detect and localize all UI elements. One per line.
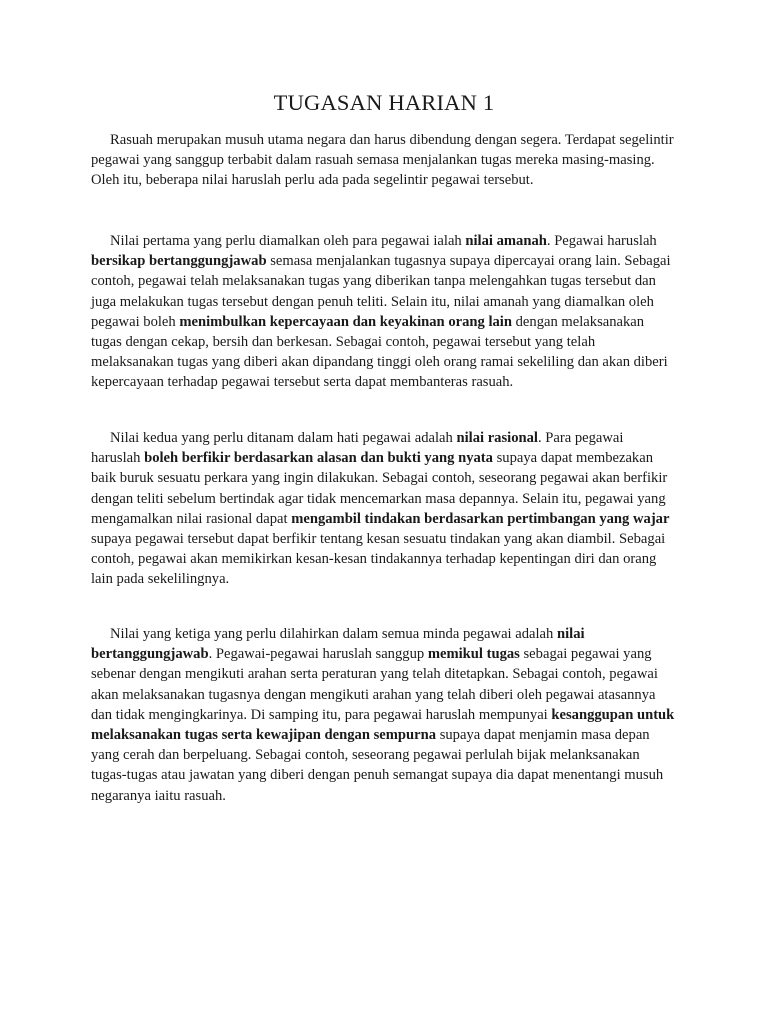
paragraph-nilai-rasional <box>91 428 675 590</box>
text-run: supaya dapat menjamin masa depan yang cerah dan berpeluang. Sebagai contoh, seseorang pegawai perlulah bijak melanksanakan tugas-tugas atau jawatan yang diberi dengan penuh semangat supaya dia dapat menentangi musuh negaranya iaitu rasuah. <box>91 727 664 804</box>
text-run: Nilai pertama yang perlu diamalkan oleh para pegawai ialah <box>110 233 466 249</box>
bold-phrase: boleh berfikir berdasarkan alasan dan bukti yang nyata <box>144 450 493 467</box>
paragraph-intro <box>91 130 675 191</box>
text-run: Rasuah merupakan musuh utama negara dan harus dibendung dengan segera. Terdapat segelintir pegawai yang sanggup terbabit dalam rasuah semasa menjalankan tugas mereka masing-masing. Oleh itu, beberapa nilai haruslah perlu ada pada segelintir pegawai tersebut. <box>91 132 674 189</box>
bold-phrase: nilai amanah <box>465 233 547 249</box>
document-title: TUGASAN HARIAN 1 <box>273 90 495 115</box>
text-run: . Pegawai-pegawai haruslah sanggup <box>208 646 428 663</box>
text-run: . Pegawai haruslah <box>546 233 657 249</box>
text-run: supaya dapat membezakan baik buruk sesuatu perkara yang ingin dilakukan. Sebagai contoh, seseorang pegawai akan berfikir dengan teliti sebelum bertindak agar tidak mencemarkan masa depannya. Selain itu, pegawai yang mengamalkan nilai rasional dapat <box>91 450 668 527</box>
bold-phrase: nilai bertanggungjawab <box>91 626 585 663</box>
text-run: dengan melaksanakan tugas dengan cekap, bersih dan berkesan. Sebagai contoh, pegawai tersebut yang telah melaksanakan tugas yang diberi akan dipandang tinggi oleh orang ramai sekeliling dan akan diberi kepercayaan terhadap pegawai tersebut serta dapat membanteras rasuah. <box>91 313 668 391</box>
text-run: . Para pegawai haruslah <box>91 430 624 467</box>
bold-phrase: kesanggupan untuk melaksanakan tugas serta kewajipan dengan sempurna <box>91 706 675 744</box>
bold-phrase: memikul tugas <box>427 646 520 663</box>
bold-phrase: menimbulkan kepercayaan dan keyakinan orang lain <box>179 313 512 330</box>
text-run: semasa menjalankan tugasnya supaya dipercayai orang lain. Sebagai contoh, pegawai telah melaksanakan tugas yang diberikan tanpa melengahkan tugas tersebut dan juga melakukan tugas tersebut dengan penuh teliti. Selain itu, nilai amanah yang diamalkan oleh pegawai boleh <box>91 253 671 330</box>
bold-phrase: bersikap bertanggungjawab <box>91 253 267 270</box>
text-run: sebagai pegawai yang sebenar dengan mengikuti arahan serta peraturan yang telah ditetapkan. Sebagai contoh, pegawai akan melaksanakan tugasnya dengan mengikuti arahan yang telah diberi oleh pegawai atasannya dan tidak mengingkarinya. Di samping itu, para pegawai haruslah mempunyai <box>91 646 658 723</box>
text-run: Nilai kedua yang perlu ditanam dalam hati pegawai adalah <box>110 430 457 446</box>
bold-phrase: nilai rasional <box>456 430 538 446</box>
text-run: supaya pegawai tersebut dapat berfikir tentang kesan sesuatu tindakan yang akan diambil. Sebagai contoh, pegawai akan memikirkan kesan-kesan tindakannya terhadap kepentingan diri dan orang lain pada sekelilingnya. <box>91 531 666 588</box>
paragraph-nilai-bertanggungjawab <box>91 624 675 806</box>
paragraph-nilai-amanah <box>91 231 675 393</box>
bold-phrase: mengambil tindakan berdasarkan pertimbangan yang wajar <box>291 510 670 527</box>
text-run: Nilai yang ketiga yang perlu dilahirkan dalam semua minda pegawai adalah <box>110 626 557 642</box>
